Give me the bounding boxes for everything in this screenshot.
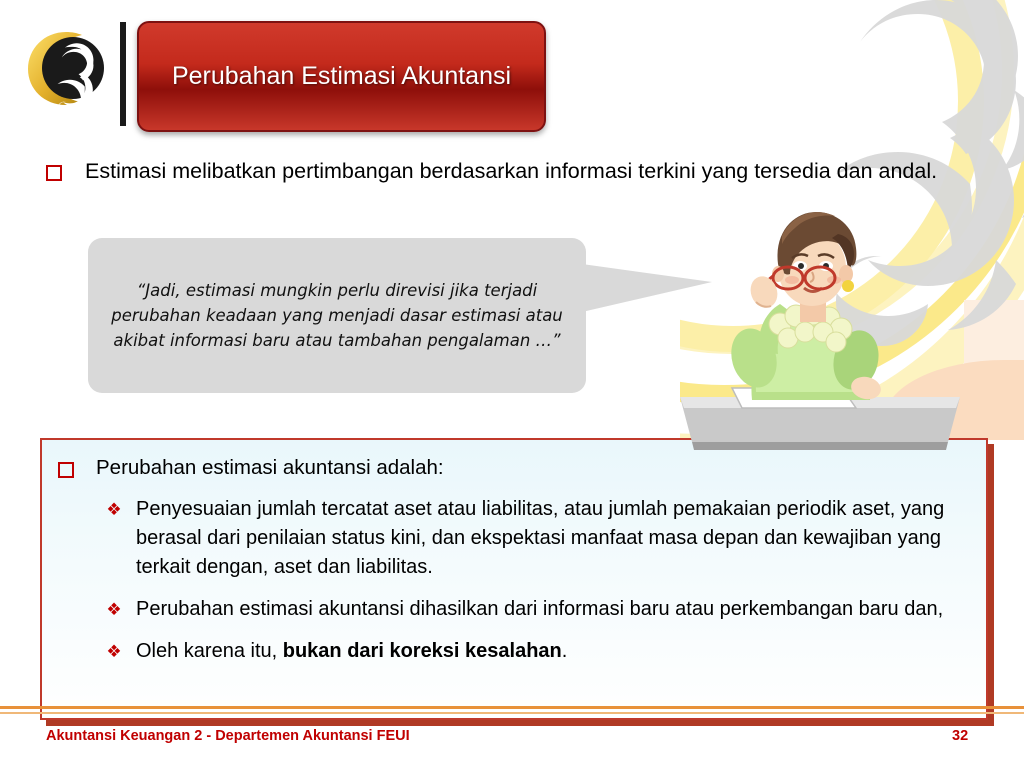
- footer-divider-secondary: [0, 712, 1024, 714]
- title-accent-bar: [120, 22, 126, 126]
- speech-bubble: [88, 238, 586, 393]
- content-panel: [40, 438, 988, 720]
- list-item: [106, 495, 970, 582]
- speech-bubble-text: “Jadi, estimasi mungkin perlu direvisi jika terjadi perubahan keadaan yang menjadi dasar estimasi atau akibat informasi baru atau tambahan pengalaman …”: [111, 281, 563, 350]
- square-bullet-icon: [58, 462, 74, 478]
- square-bullet-icon: [46, 165, 62, 181]
- diamond-bullet-icon: ❖: [106, 642, 122, 661]
- woman-at-desk-illustration: [660, 192, 980, 454]
- panel-lead-text: Perubahan estimasi akuntansi adalah:: [96, 456, 444, 479]
- list-item-text: Penyesuaian jumlah tercatat aset atau liabilitas, atau jumlah pemakaian periodik aset, yang berasal dari penilaian status kini, dan ekspektasi manfaat masa depan dan kewajiban yang terkait dengan, aset dan liabilitas.: [136, 498, 945, 578]
- list-item-text: Perubahan estimasi akuntansi dihasilkan dari informasi baru atau perkembangan baru dan,: [136, 598, 944, 620]
- footer-page-number: 32: [952, 728, 969, 744]
- ui-logo: [24, 28, 106, 108]
- list-item: [106, 637, 970, 666]
- list-item: [106, 595, 970, 624]
- main-bullet-row: [46, 156, 976, 187]
- footer-divider: [0, 706, 1024, 709]
- footer-mask: [0, 748, 1024, 768]
- main-bullet-text: Estimasi melibatkan pertimbangan berdasarkan informasi terkini yang tersedia dan andal.: [85, 159, 938, 183]
- diamond-bullet-icon: ❖: [106, 600, 122, 619]
- list-item-text: Oleh karena itu, bukan dari koreksi kesalahan.: [136, 640, 568, 662]
- panel-lead-row: [58, 454, 970, 482]
- slide-title-box: [137, 21, 546, 132]
- footer-credit: Akuntansi Keuangan 2 - Departemen Akuntansi FEUI: [46, 728, 410, 744]
- diamond-bullet-icon: ❖: [106, 500, 122, 519]
- page-title: Perubahan Estimasi Akuntansi: [171, 62, 512, 90]
